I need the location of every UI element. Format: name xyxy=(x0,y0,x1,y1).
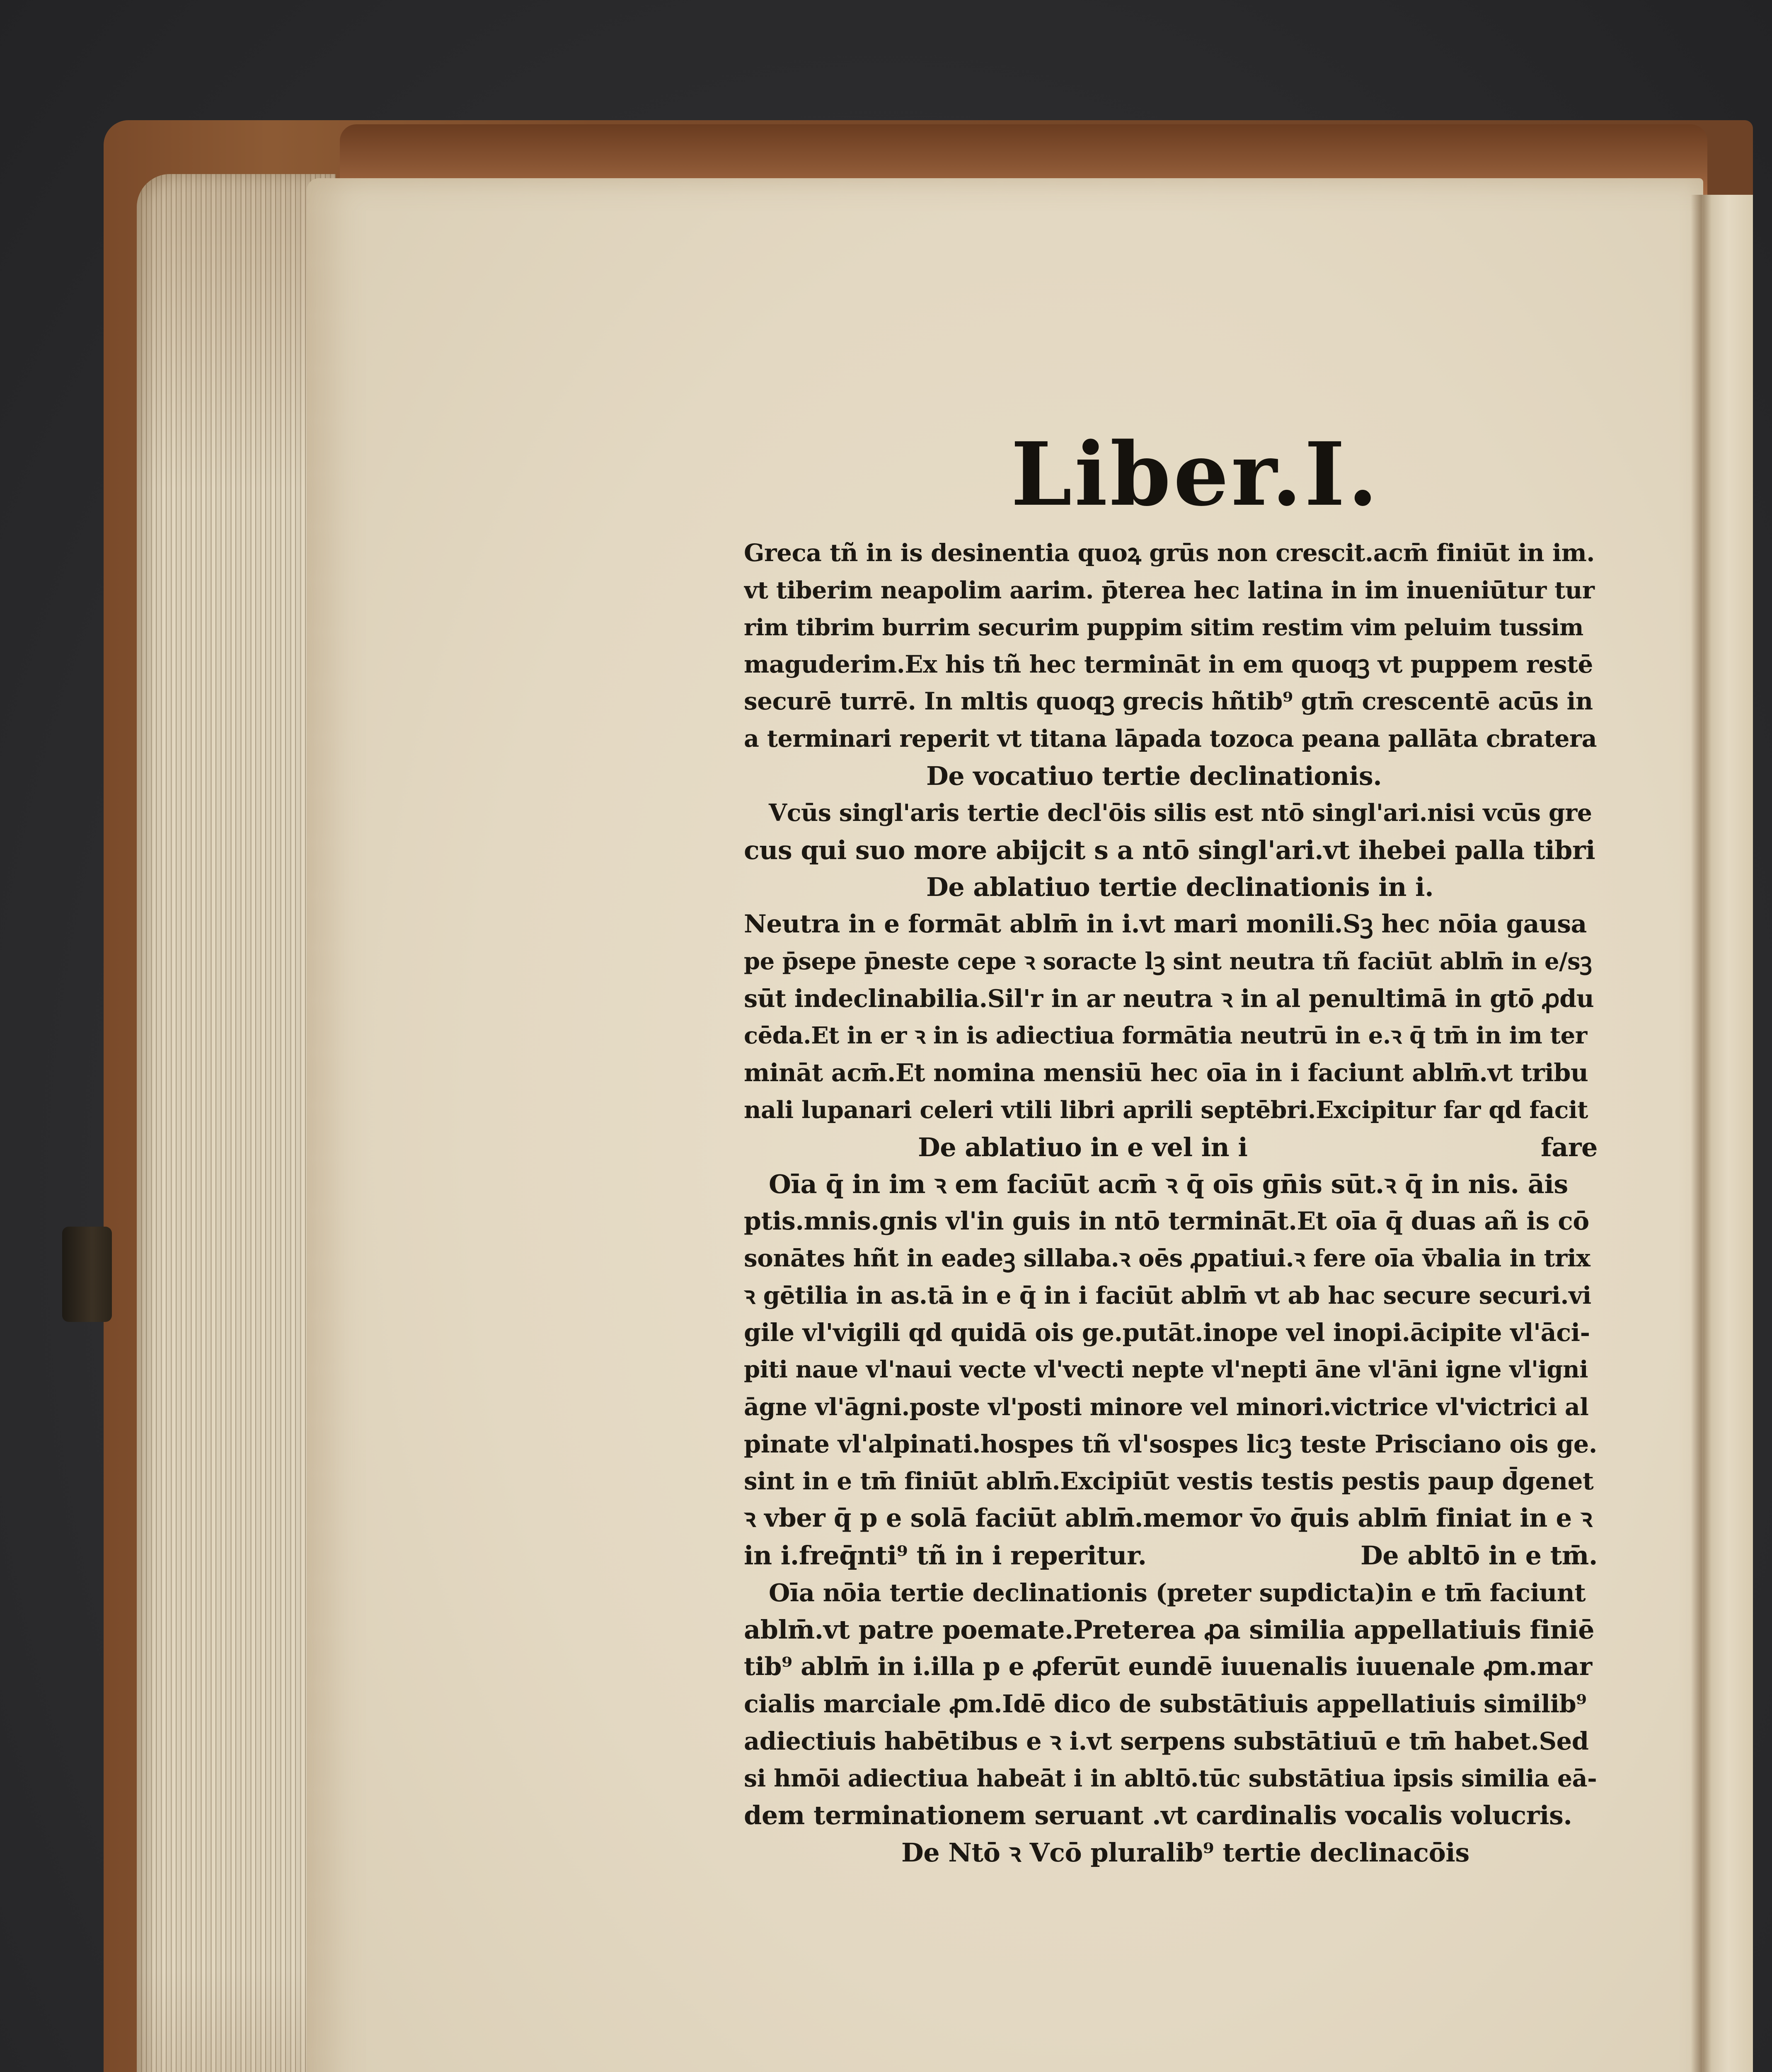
text-line: Greca tñ in is desinentia quoꝝ grūs non crescit.acm̄ finiūt in im. xyxy=(744,539,1595,567)
section-heading: in i.freq̄nti⁹ tñ in i reperitur. xyxy=(744,1540,1147,1571)
page-heading: Liber.I. xyxy=(1011,423,1380,525)
text-line: cēda.Et in er ꝛ in is adiectiua formātia neutrū in e.ꝛ q̄ tm̄ in im ter xyxy=(744,1021,1587,1049)
text-line: cus qui suo more abijcit s a ntō singl'ari.vt ihebei palla tibri xyxy=(744,835,1595,865)
text-line: ꝛ vber q̄ p e solā faciūt ablm̄.memor v̄o q̄uis ablm̄ finiat in e ꝛ xyxy=(744,1503,1593,1533)
text-line: pinate vl'alpinati.hospes tñ vl'sospes licꝫ teste Prisciano ois ge. xyxy=(744,1430,1597,1459)
text-line: sint in e tm̄ finiūt ablm̄.Excipiūt vestis testis pestis paup d̄genet xyxy=(744,1467,1594,1495)
text-line: dem terminationem seruant .vt cardinalis vocalis volucris. xyxy=(744,1800,1572,1831)
text-fragment: De abltō in e tm̄. xyxy=(1360,1540,1598,1571)
section-heading: De ablatiuo in e vel in i xyxy=(918,1132,1248,1162)
text-line: securē turrē. In mltis quoqꝫ grecis hñtib⁹ gtm̄ crescentē acūs in xyxy=(744,687,1593,716)
text-line: pe p̄sepe p̄neste cepe ꝛ soracte lꝫ sint neutra tñ faciūt ablm̄ in e/sꝫ xyxy=(744,947,1592,975)
text-line: ptis.mnis.gnis vl'in guis in ntō terminā̄t.Et oīa q̄ duas añ is cō xyxy=(744,1206,1589,1236)
text-line xyxy=(744,1537,1598,1574)
text-block xyxy=(744,423,1598,1871)
paragraph-start: Oīa nōia tertie declinationis (preter supdicta)in e tm̄ faciunt xyxy=(769,1578,1586,1607)
text-line: a terminari reperit vt titana lāpada tozoca peana pallāta cbratera xyxy=(744,724,1597,753)
section-heading: De Ntō ꝛ Vcō pluralib⁹ tertie declinacōis xyxy=(901,1837,1469,1868)
text-line: si hmōi adiectiua habeāt i in abltō.tūc substātiua ipsis similia eā- xyxy=(744,1764,1597,1792)
clasp-icon xyxy=(62,1227,112,1322)
text-fragment: fare xyxy=(1541,1132,1598,1162)
text-line: cialis marciale ꝓm.Idē dico de substātiuis appellatiuis similib⁹ xyxy=(744,1690,1587,1719)
section-heading: De vocatiuo tertie declinationis. xyxy=(926,760,1382,791)
page-edges-shade xyxy=(137,174,336,2072)
paragraph-start: Oīa q̄ in im ꝛ em faciūt acm̄ ꝛ q̄ oīs gn̄is sūt.ꝛ q̄ in nis. āis xyxy=(769,1169,1568,1200)
text-line: Neutra in e formāt ablm̄ in i.vt mari monili.Sꝫ hec nōia gausa xyxy=(744,909,1587,939)
text-line: ablm̄.vt patre poemate.Preterea ꝓa similia appellatiuis finiē xyxy=(744,1615,1595,1645)
text-line: rim tibrim burrim securim puppim sitim restim vim peluim tussim xyxy=(744,614,1583,641)
paragraph-start: Vcūs singl'aris tertie decl'ōis silis est ntō singl'ari.nisi vcūs gre xyxy=(769,799,1592,827)
text-line: sonātes hñt in eadeꝫ sillaba.ꝛ oēs ꝓpatiui.ꝛ fere oīa v̄balia in trix xyxy=(744,1244,1590,1273)
text-line: vt tiberim neapolim aarim. p̄terea hec latina in im inueniūtur tur xyxy=(744,576,1595,604)
text-line: nali lupanari celeri vtili libri aprili septēbri.Excipitur far qd facit xyxy=(744,1096,1588,1124)
text-line: maguderim.Ex his tñ hec termināt in em quoqꝫ vt puppem restē xyxy=(744,650,1593,678)
page-gutter xyxy=(1691,195,1711,2072)
text-line: ꝛ gētilia in as.tā in e q̄ in i faciūt ablm̄ vt ab hac secure securi.vi xyxy=(744,1281,1591,1310)
text-line: āgne vl'āgni.poste vl'posti minore vel minori.victrice vl'victrici al xyxy=(744,1393,1589,1421)
text-line: adiectiuis habētibus e ꝛ i.vt serpens substātiuū e tm̄ habet.Sed xyxy=(744,1727,1589,1755)
text-line xyxy=(744,1129,1598,1166)
section-heading: De ablatiuo tertie declinationis in i. xyxy=(926,872,1434,903)
text-line: mināt acm̄.Et nomina mensiū hec oīa in i faciunt ablm̄.vt tribu xyxy=(744,1058,1588,1087)
text-line: piti naue vl'naui vecte vl'vecti nepte vl'nepti āne vl'āni igne vl'igni xyxy=(744,1356,1588,1384)
text-line: tib⁹ ablm̄ in i.illa p e ꝓferūt eundē iuuenalis iuuenale ꝓm.mar xyxy=(744,1652,1592,1681)
text-line: gile vl'vigili qd quidā ois ge.putāt.inope vel inopi.ācipite vl'āci- xyxy=(744,1318,1590,1347)
text-line: sūt indeclinabilia.Sil'r in ar neutra ꝛ in al penultimā in gtō ꝓdu xyxy=(744,984,1594,1013)
text-lines xyxy=(744,535,1598,1871)
